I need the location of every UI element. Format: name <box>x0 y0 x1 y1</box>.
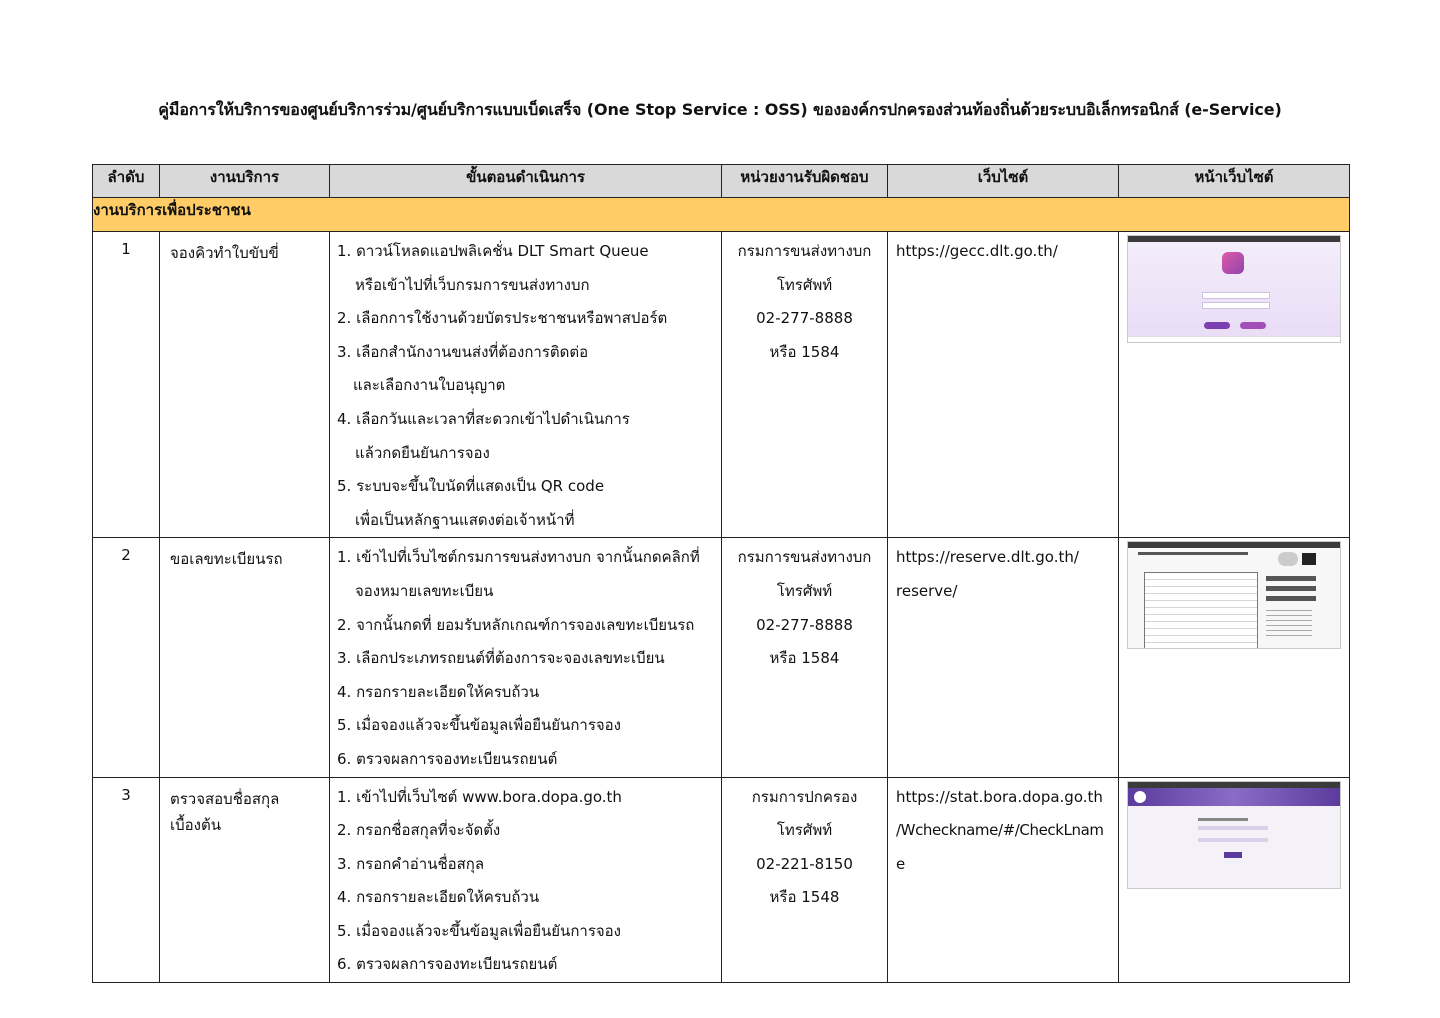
section-row <box>93 198 1350 232</box>
step-line: 6. ตรวจผลการจองทะเบียนรถยนต์ <box>337 749 558 768</box>
row-website <box>888 538 1119 777</box>
step-line: 5. เมื่อจองแล้วจะขึ้นข้อมูลเพื่อยืนยันการจอง <box>337 921 621 940</box>
note-text-graphic <box>1266 610 1312 640</box>
unit-line: 02-277-8888 <box>756 309 853 328</box>
step-line: 2. กรอกชื่อสกุลที่จะจัดตั้ง <box>337 821 501 840</box>
register-button-graphic <box>1240 322 1266 329</box>
row-no: 3 <box>93 777 160 983</box>
header-no: ลำดับ <box>93 165 160 198</box>
step-line: 1. ดาวน์โหลดแอปพลิเคชั่น DLT Smart Queue <box>337 242 649 260</box>
step-line: 3. เลือกประเภทรถยนต์ที่ต้องการจะจองเลขทะเบียน <box>337 649 665 668</box>
header-unit: หน่วยงานรับผิดชอบ <box>722 165 888 198</box>
unit-line: 02-221-8150 <box>756 854 853 873</box>
page-heading-graphic <box>1138 552 1248 555</box>
side-button-graphic <box>1266 596 1316 601</box>
service-line: จองคิวทำใบขับขี่ <box>170 244 279 262</box>
website-link-continued[interactable]: /Wcheckname/#/CheckLname <box>896 821 1104 873</box>
row-no: 1 <box>93 232 160 538</box>
login-button-graphic <box>1204 322 1230 329</box>
seal-icon <box>1134 791 1146 803</box>
step-line: 5. เมื่อจองแล้วจะขึ้นข้อมูลเพื่อยืนยันการจอง <box>337 716 621 735</box>
row-no: 2 <box>93 538 160 777</box>
step-line: จองหมายเลขทะเบียน <box>355 581 494 600</box>
dark-button-graphic <box>1302 553 1316 565</box>
header-website-page: หน้าเว็บไซต์ <box>1119 165 1350 198</box>
step-line: 2. เลือกการใช้งานด้วยบัตรประชาชนหรือพาสปอร์ต <box>337 309 668 328</box>
unit-line: 02-277-8888 <box>756 615 853 634</box>
row-unit <box>722 777 888 983</box>
website-link[interactable]: https://reserve.dlt.go.th/ <box>896 548 1079 567</box>
unit-line: หรือ 1548 <box>769 888 840 907</box>
unit-line: กรมการขนส่งทางบก <box>737 548 872 567</box>
row-screenshot <box>1119 232 1350 538</box>
table-row <box>93 777 1350 983</box>
login-field-graphic <box>1202 302 1270 309</box>
step-line: 1. เข้าไปที่เว็บไซต์ www.bora.dopa.go.th <box>337 787 622 806</box>
website-screenshot-thumbnail <box>1127 541 1341 649</box>
step-line: 5. ระบบจะขึ้นใบนัดที่แสดงเป็น QR code <box>337 477 605 496</box>
step-line: 4. กรอกรายละเอียดให้ครบถ้วน <box>337 888 540 907</box>
app-logo-icon <box>1222 252 1244 274</box>
service-line: ขอเลขทะเบียนรถ <box>170 550 283 569</box>
cookie-banner-graphic <box>1128 336 1340 343</box>
row-service <box>160 538 330 777</box>
step-line: 3. เลือกสำนักงานขนส่งที่ต้องการติดต่อ <box>337 342 589 361</box>
unit-line: หรือ 1584 <box>769 649 840 668</box>
table-header-row <box>93 165 1350 198</box>
document-title: คู่มือการให้บริการของศูนย์บริการร่วม/ศูนย์บริการแบบเบ็ดเสร็จ (One Stop Service : OSS) ขององค์กรปกครองส่วนท้องถิ่นด้วยระบบอิเล็กทรอนิกส์ (e-Service) <box>158 100 1282 119</box>
purple-header-graphic <box>1128 788 1340 806</box>
side-button-graphic <box>1266 576 1316 581</box>
unit-line: โทรศัพท์ <box>776 581 833 600</box>
login-field-graphic <box>1202 292 1270 299</box>
row-website <box>888 232 1119 538</box>
section-label: งานบริการเพื่อประชาชน <box>93 198 1350 232</box>
row-screenshot <box>1119 538 1350 777</box>
data-table-graphic <box>1144 572 1258 649</box>
step-line: 2. จากนั้นกดที่ ยอมรับหลักเกณฑ์การจองเลขทะเบียนรถ <box>337 615 695 634</box>
form-field-graphic <box>1198 826 1268 830</box>
service-table <box>92 164 1350 983</box>
row-service <box>160 777 330 983</box>
form-label-graphic <box>1198 818 1248 821</box>
side-button-graphic <box>1266 586 1316 591</box>
step-line: 4. กรอกรายละเอียดให้ครบถ้วน <box>337 682 540 701</box>
header-steps: ขั้นตอนดำเนินการ <box>330 165 722 198</box>
website-screenshot-thumbnail <box>1127 235 1341 343</box>
step-line: 3. กรอกคำอ่านชื่อสกุล <box>337 854 485 873</box>
row-steps <box>330 777 722 983</box>
step-line: 4. เลือกวันและเวลาที่สะดวกเข้าไปดำเนินการ <box>337 409 630 428</box>
unit-line: โทรศัพท์ <box>776 275 833 294</box>
row-screenshot <box>1119 777 1350 983</box>
row-unit <box>722 232 888 538</box>
header-service: งานบริการ <box>160 165 330 198</box>
step-line: 1. เข้าไปที่เว็บไซต์กรมการขนส่งทางบก จากนั้นกดคลิกที่ <box>337 548 700 567</box>
step-line: 6. ตรวจผลการจองทะเบียนรถยนต์ <box>337 955 558 974</box>
unit-line: โทรศัพท์ <box>776 821 833 840</box>
browser-bar <box>1128 542 1340 548</box>
row-service <box>160 232 330 538</box>
step-line: และเลือกงานใบอนุญาต <box>353 376 506 395</box>
unit-line: กรมการปกครอง <box>751 787 858 806</box>
row-steps <box>330 232 722 538</box>
website-screenshot-thumbnail <box>1127 781 1341 889</box>
row-website <box>888 777 1119 983</box>
unit-line: กรมการขนส่งทางบก <box>737 242 872 260</box>
avatar-graphic <box>1278 552 1298 566</box>
service-line: เบื้องต้น <box>170 815 221 834</box>
browser-bar <box>1128 236 1340 242</box>
step-line: เพื่อเป็นหลักฐานแสดงต่อเจ้าหน้าที่ <box>355 510 575 529</box>
website-link[interactable]: https://gecc.dlt.go.th/ <box>896 242 1058 260</box>
service-line: ตรวจสอบชื่อสกุล <box>170 789 280 808</box>
table-row <box>93 232 1350 538</box>
form-field-graphic <box>1198 838 1268 842</box>
website-link[interactable]: https://stat.bora.dopa.go.th <box>896 787 1103 806</box>
header-website: เว็บไซต์ <box>888 165 1119 198</box>
unit-line: หรือ 1584 <box>769 342 840 361</box>
table-row <box>93 538 1350 777</box>
check-button-graphic <box>1224 852 1242 858</box>
row-unit <box>722 538 888 777</box>
row-steps <box>330 538 722 777</box>
step-line: หรือเข้าไปที่เว็บกรมการขนส่งทางบก <box>355 275 590 294</box>
website-link-continued[interactable]: reserve/ <box>896 581 958 600</box>
step-line: แล้วกดยืนยันการจอง <box>355 443 490 462</box>
